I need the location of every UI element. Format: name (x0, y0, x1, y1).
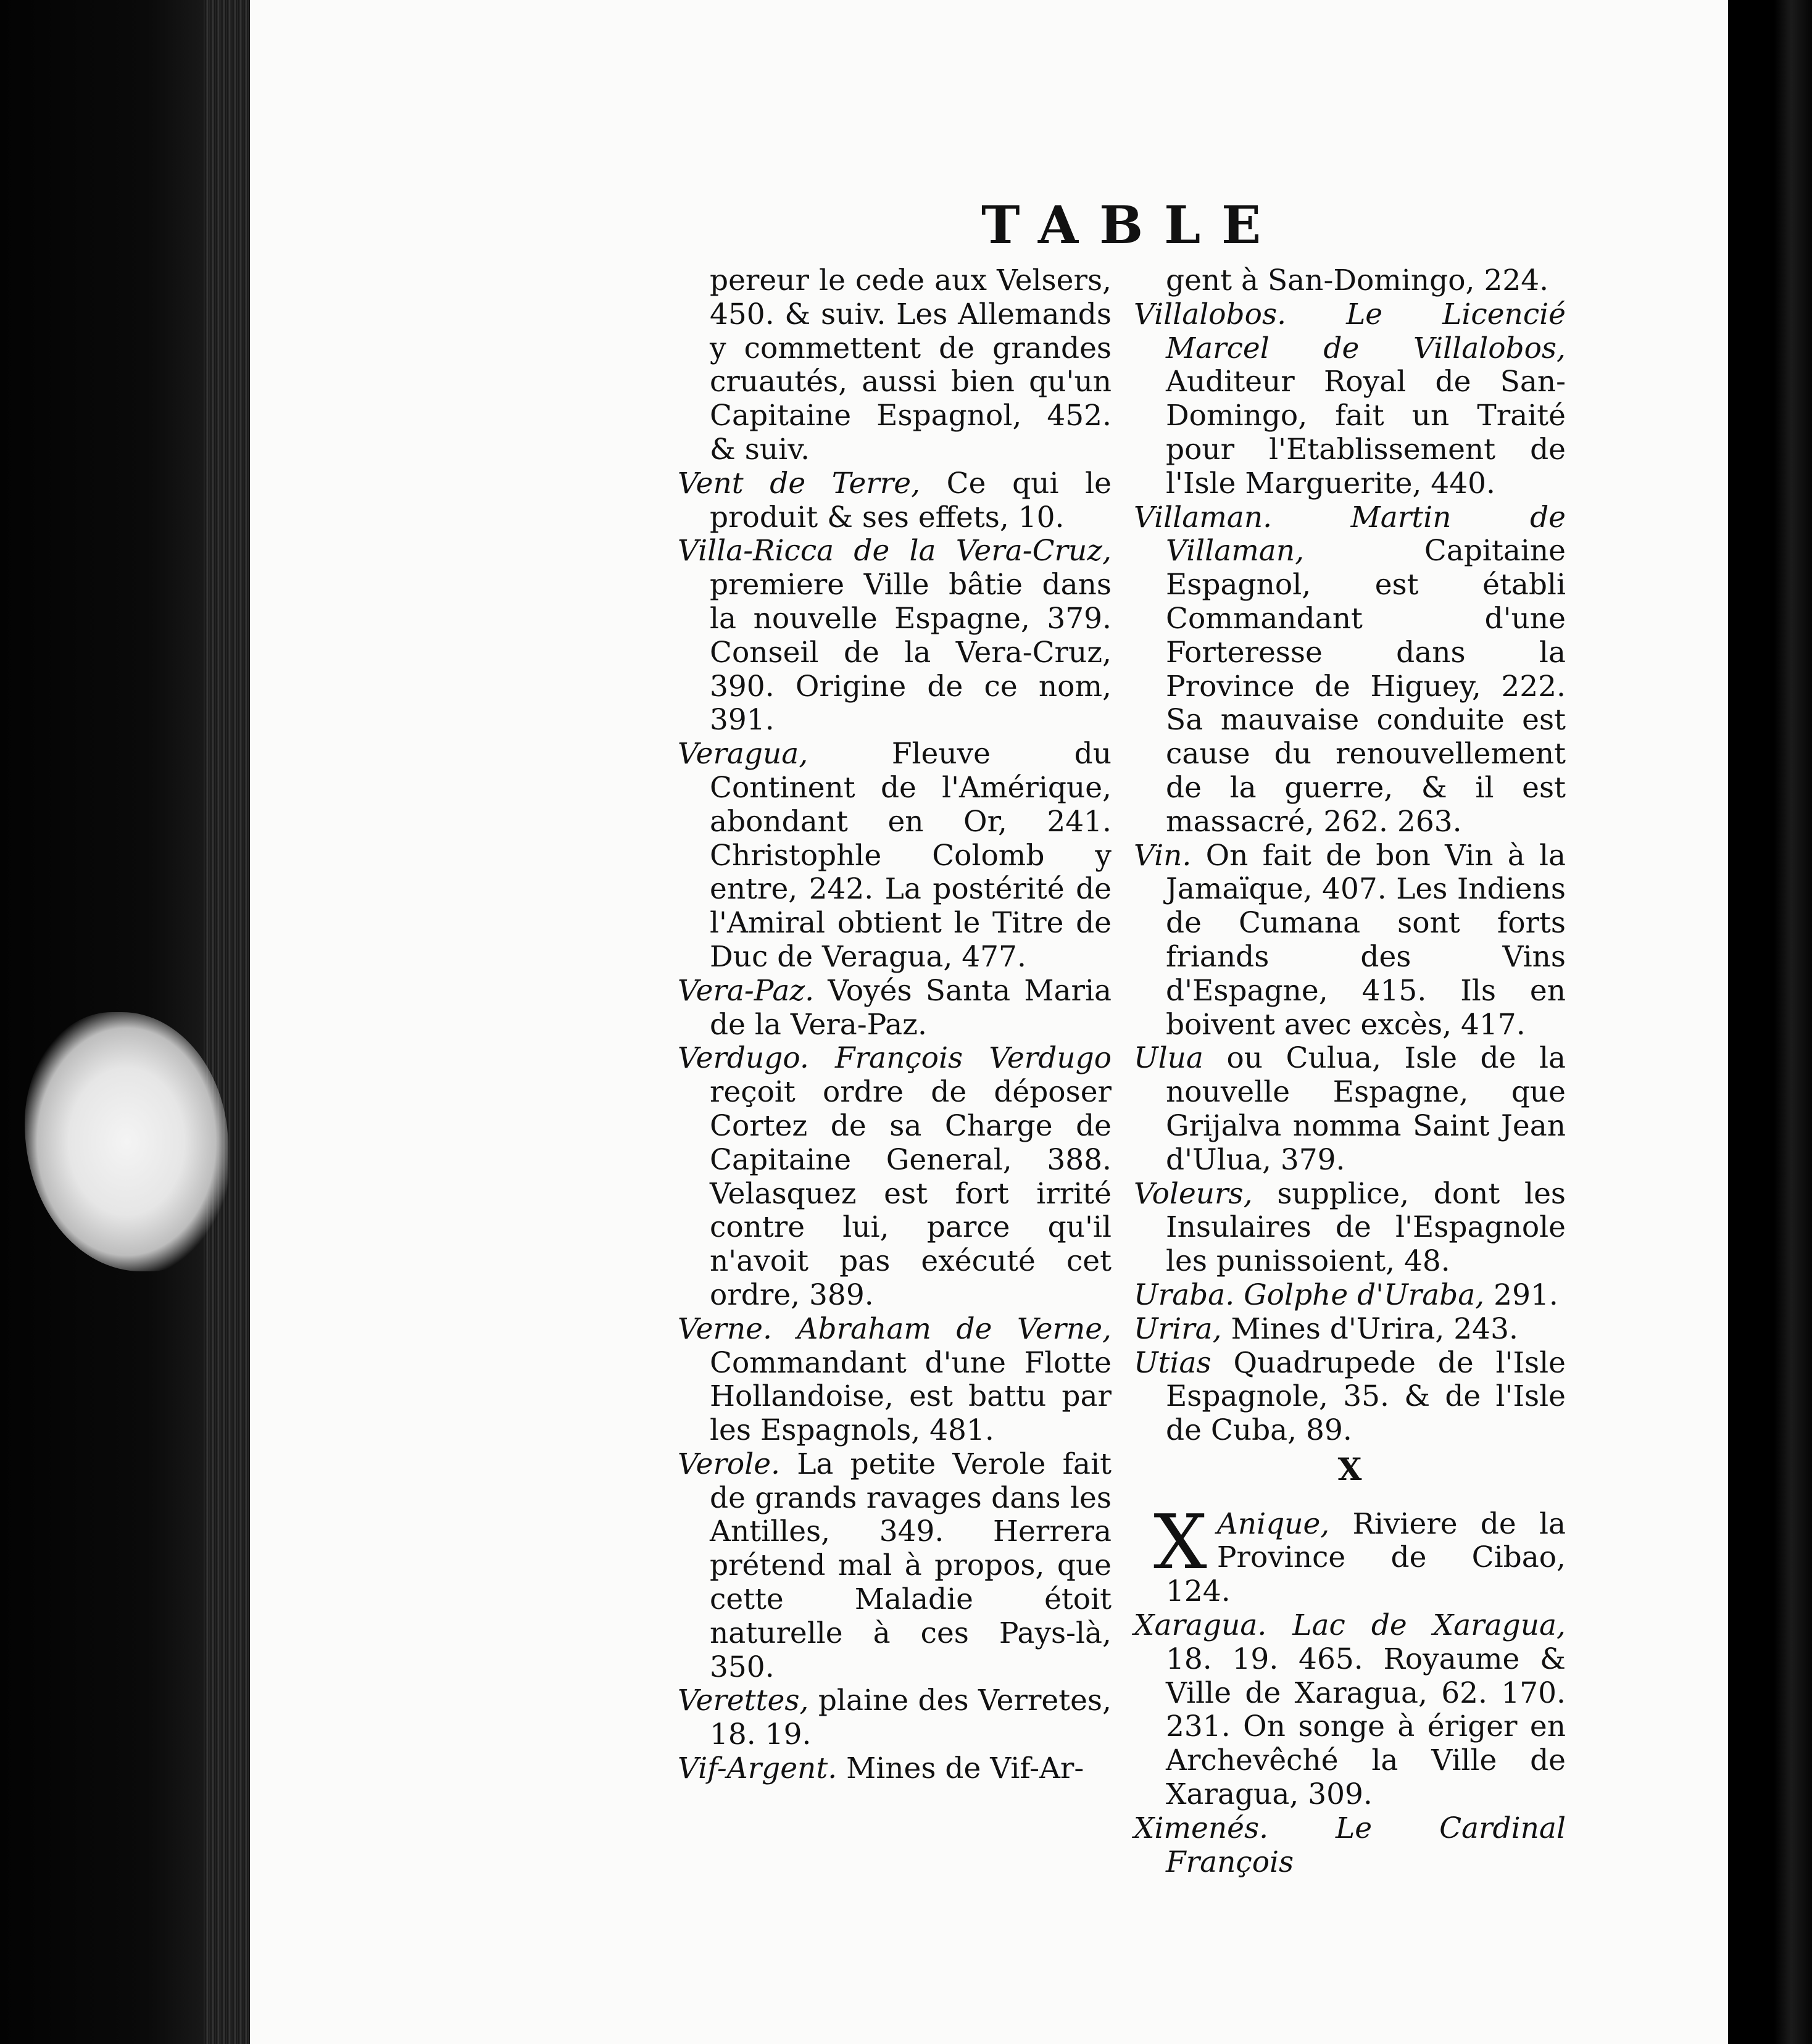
entry-headword: Utias (1134, 1345, 1211, 1380)
entry-text: plaine des Verretes, 18. 19. (710, 1684, 1112, 1752)
index-entries-u (1134, 264, 1566, 1448)
index-entry (678, 737, 1112, 974)
index-entry (678, 1684, 1112, 1752)
entry-headword: Verole. (678, 1447, 780, 1481)
entry-headword: Urira, (1134, 1311, 1222, 1346)
entry-text: Commandant d'une Flotte Hollandoise, est battu par les Espagnols, 481. (710, 1345, 1112, 1448)
section-letter: X (1337, 1450, 1362, 1487)
entry-headword: Villa-Ricca de la Vera-Cruz, (678, 534, 1112, 568)
index-entries-x (1134, 1498, 1566, 1880)
entry-text: gent à San-Domingo, 224. (1166, 264, 1549, 297)
index-entry (1134, 1498, 1566, 1609)
entry-text: Mines d'Urira, 243. (1221, 1311, 1518, 1346)
index-entry (678, 1752, 1112, 1786)
index-entry (678, 1042, 1112, 1312)
entry-text: Quadrupede de l'Isle Espagnole, 35. & de l'Isle de Cuba, 89. (1166, 1345, 1566, 1448)
entry-text: reçoit ordre de déposer Cortez de sa Charge de Capitaine General, 388. Velasquez est fort irrité contre lui, parce qu'il n'avoit pas exécuté cet ordre, 389. (710, 1075, 1112, 1312)
right-page-edge (1728, 0, 1812, 2044)
entry-text: Voyés Santa Maria de la Vera-Paz. (710, 973, 1112, 1042)
index-entry (1134, 1313, 1566, 1347)
entry-headword: Voleurs, (1134, 1176, 1253, 1211)
index-entry (1134, 1812, 1566, 1880)
entry-text: Capitaine Espagnol, est établi Commandant d'une Forteresse dans la Province de Higuey, 222. Sa mauvaise conduite est cause du renouvellement de la guerre, & il est massacré, 262. 263. (1166, 534, 1566, 839)
index-entry (1134, 1609, 1566, 1812)
index-column-right (1134, 264, 1566, 1879)
index-entry (678, 534, 1112, 737)
entry-headword: Vin. (1134, 838, 1192, 873)
index-entry (1134, 1178, 1566, 1279)
entry-text: ou Culua, Isle de la nouvelle Espagne, que Grijalva nomma Saint Jean d'Ulua, 379. (1166, 1041, 1566, 1177)
entry-text: 18. 19. 465. Royaume & Ville de Xaragua, 62. 170. 231. On songe à ériger en Archevêché la Ville de Xaragua, 309. (1166, 1642, 1566, 1812)
index-entry (1134, 1042, 1566, 1177)
entry-headword: Anique, (1216, 1506, 1330, 1541)
entry-headword: Xaragua. Lac de Xaragua, (1134, 1608, 1566, 1643)
entry-headword: Vent de Terre, (678, 466, 921, 501)
index-entry (678, 1448, 1112, 1685)
page-title: TABLE (981, 194, 1282, 255)
entry-headword: Villaman. Martin de Villaman, (1134, 500, 1566, 568)
entry-headword: Veragua, (678, 737, 808, 771)
drop-cap-letter: X (1153, 1498, 1207, 1586)
index-entry (1134, 501, 1566, 839)
index-entry (678, 974, 1112, 1042)
entry-text: 291. (1484, 1278, 1558, 1312)
index-entry (1134, 839, 1566, 1042)
entry-headword: Vif-Argent. (678, 1751, 837, 1786)
entry-text: pereur le cede aux Velsers, 450. & suiv. Les Allemands y commettent de grandes cruautés, aussi bien qu'un Capitaine Espagnol, 452. & suiv. (710, 264, 1112, 467)
page-stack-edge (204, 0, 250, 2044)
entry-text: Mines de Vif-Ar- (837, 1751, 1084, 1786)
entry-headword: Vera-Paz. (678, 973, 815, 1008)
index-column-left (678, 264, 1112, 1786)
index-entry (1134, 298, 1566, 501)
entry-text: supplice, dont les Insulaires de l'Espagnole les punissoient, 48. (1166, 1176, 1566, 1279)
index-entry (1134, 264, 1566, 298)
entry-headword: Villalobos. Le Licencié Marcel de Villalobos, (1134, 297, 1566, 365)
entry-headword: Verne. Abraham de Verne, (678, 1311, 1112, 1346)
entry-text: Auditeur Royal de San-Domingo, fait un Traité pour l'Etablissement de l'Isle Marguerite, 440. (1166, 365, 1566, 501)
index-entry (1134, 1279, 1566, 1313)
entry-headword: Uraba. Golphe d'Uraba, (1134, 1278, 1485, 1312)
index-entry (678, 1313, 1112, 1448)
entry-text: Ce qui le produit & ses effets, 10. (710, 466, 1112, 534)
index-entry (678, 467, 1112, 535)
entry-headword: Verettes, (678, 1684, 809, 1718)
index-entry (678, 264, 1112, 467)
entry-text: Riviere de la Province de Cibao, 124. (1166, 1506, 1566, 1609)
entry-headword: Ximenés. Le Cardinal François (1134, 1811, 1566, 1879)
entry-headword: Ulua (1134, 1041, 1203, 1076)
entry-text: La petite Verole fait de grands ravages dans les Antilles, 349. Herrera prétend mal à propos, que cette Maladie étoit naturelle à ces Pays-là, 350. (710, 1447, 1112, 1684)
entry-text: On fait de bon Vin à la Jamaïque, 407. Les Indiens de Cumana sont forts friands des Vins d'Espagne, 415. Ils en boivent avec excès, 417. (1166, 838, 1566, 1042)
entry-headword: Verdugo. François Verdugo (678, 1041, 1112, 1076)
entry-text: Fleuve du Continent de l'Amérique, abondant en Or, 241. Christophle Colomb y entre, 242. La postérité de l'Amiral obtient le Titre de Duc de Veragua, 477. (710, 737, 1112, 974)
entry-text: premiere Ville bâtie dans la nouvelle Espagne, 379. Conseil de la Vera-Cruz, 390. Origine de ce nom, 391. (710, 568, 1112, 737)
index-entry (1134, 1347, 1566, 1448)
